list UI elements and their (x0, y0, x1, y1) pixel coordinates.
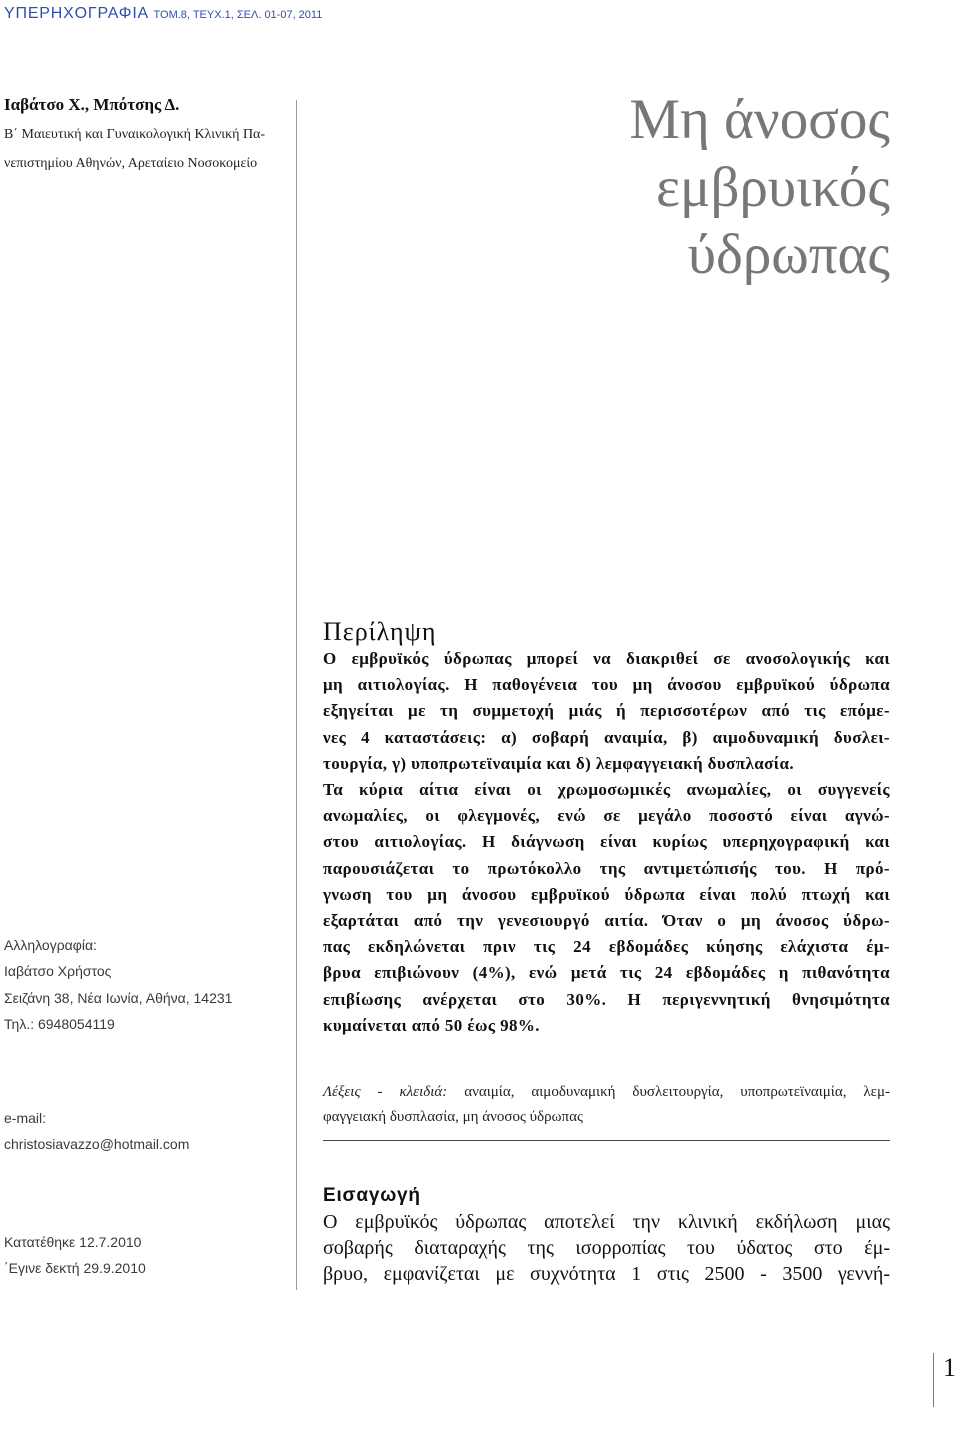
keywords-line: φαγγειακή δυσπλασία, μη άνοσος ύδρωπας (323, 1108, 583, 1125)
abstract-line: γνωση του μη άνοσου εμβρυϊκού ύδρωπα είναι πολύ πτωχή και (323, 884, 890, 904)
page-number: 1 (943, 1353, 956, 1382)
keywords-section (323, 1080, 890, 1130)
abstract-line: εξαρτάται από την γενεσιουργό αιτία. Όταν ο μη άνοσος ύδρω- (323, 911, 890, 931)
title-line: Μη άνοσος (629, 88, 890, 151)
abstract-line: στου αιτιολογίας. Η διάγνωση είναι κυρίως υπερηχογραφική και (323, 832, 890, 852)
title-line: εμβρυικός (655, 155, 890, 219)
abstract-line: επιβίωσης ανέρχεται στο 30%. Η περιγεννητική θνησιμότητα (323, 989, 890, 1009)
abstract-heading: Περίληψη (323, 617, 437, 646)
correspondence-name: Ιαβάτσο Χρήστος (4, 963, 112, 980)
author-names: Ιαβάτσο Χ., Μπότσης Δ. (4, 95, 180, 114)
introduction-line: βρυο, εμφανίζεται με συχνότητα 1 στις 2500 - 3500 γεννή- (323, 1263, 890, 1285)
abstract-line: νες 4 καταστάσεις: α) σοβαρή αναιμία, β) αιμοδυναμική δυσλει- (323, 727, 890, 747)
journal-header (4, 4, 322, 25)
keywords-label: Λέξεις - κλειδιά: (323, 1083, 448, 1100)
abstract-line: εξηγείται με τη συμμετοχή μιάς ή περισσοτέρων από τις επόμε- (323, 701, 890, 721)
abstract-line: κυμαίνεται από 50 έως 98%. (323, 1015, 540, 1035)
abstract-line: ανωμαλίες, οι φλεγμονές, ενώ σε μεγάλο ποσοστό είναι αγνώ- (323, 806, 890, 826)
keywords-text: αναιμία, αιμοδυναμική δυσλειτουργία, υποπρωτεϊναιμία, λεμ- (464, 1083, 891, 1100)
introduction-line: σοβαρής διαταραχής της ισορροπίας του ύδατος στο έμ- (323, 1237, 890, 1259)
affiliation-line: Β΄ Μαιευτική και Γυναικολογική Κλινική Πα- (4, 127, 266, 142)
title-line: ύδρωπας (687, 223, 890, 286)
abstract-line: παρουσιάζεται το πρωτόκολλο της αντιμετώπισής του. Η πρό- (323, 858, 890, 878)
abstract-line: Ο εμβρυϊκός ύδρωπας μπορεί να διακριθεί σε ανοσολογικής και (323, 649, 890, 668)
email-block (4, 1105, 189, 1157)
submitted-date: Κατατέθηκε 12.7.2010 (4, 1234, 142, 1250)
abstract-line: πας εκδηλώνεται πριν τις 24 εβδομάδες κύησης ελάχιστα έμ- (323, 937, 890, 957)
abstract-line: τουργία, γ) υποπρωτεϊναιμία και δ) λεμφαγγειακή δυσπλασία. (323, 753, 794, 773)
dates-block (4, 1229, 146, 1281)
introduction-heading: Εισαγωγή (323, 1185, 421, 1206)
correspondence-label: Αλληλογραφία: (4, 937, 97, 953)
accepted-date: ΄Εγινε δεκτή 29.9.2010 (4, 1260, 146, 1276)
email-address: christosiavazzo@hotmail.com (4, 1136, 190, 1152)
abstract-line: μη αιτιολογίας. Η παθογένεια του μη άνοσου εμβρυϊκού ύδρωπα (323, 675, 890, 695)
introduction-line: Ο εμβρυϊκός ύδρωπας αποτελεί την κλινική εκδήλωση μιας (323, 1211, 890, 1233)
email-label: e-mail: (4, 1110, 47, 1126)
section-divider (323, 1140, 890, 1141)
article-title (480, 86, 890, 289)
page-number-rule (933, 1353, 934, 1407)
abstract-line: βρυα επιβιώνουν (4%), ενώ μετά τις 24 εβδομάδες η πιθανότητα (323, 963, 890, 983)
journal-issue: ΤΟΜ.8, ΤΕΥΧ.1, ΣΕΛ. 01-07, 2011 (153, 9, 323, 21)
correspondence-address: Σειζάνη 38, Νέα Ιωνία, Αθήνα, 14231 (4, 989, 233, 1006)
introduction-section (323, 1183, 890, 1287)
keywords-line (323, 1080, 890, 1105)
affiliation (4, 120, 294, 178)
correspondence-phone: Τηλ.: 6948054119 (4, 1015, 115, 1032)
abstract-line: Τα κύρια αίτια είναι οι χρωμοσωμικές ανωμαλίες, οι συγγενείς (323, 780, 890, 800)
journal-name: ΥΠΕΡΗΧΟΓΡΑΦΙΑ (4, 5, 150, 22)
correspondence-block (4, 932, 232, 1037)
column-divider (296, 100, 297, 1290)
affiliation-line: νεπιστημίου Αθηνών, Αρεταίειο Νοσοκομείο (4, 156, 258, 171)
abstract-section (323, 646, 890, 1039)
